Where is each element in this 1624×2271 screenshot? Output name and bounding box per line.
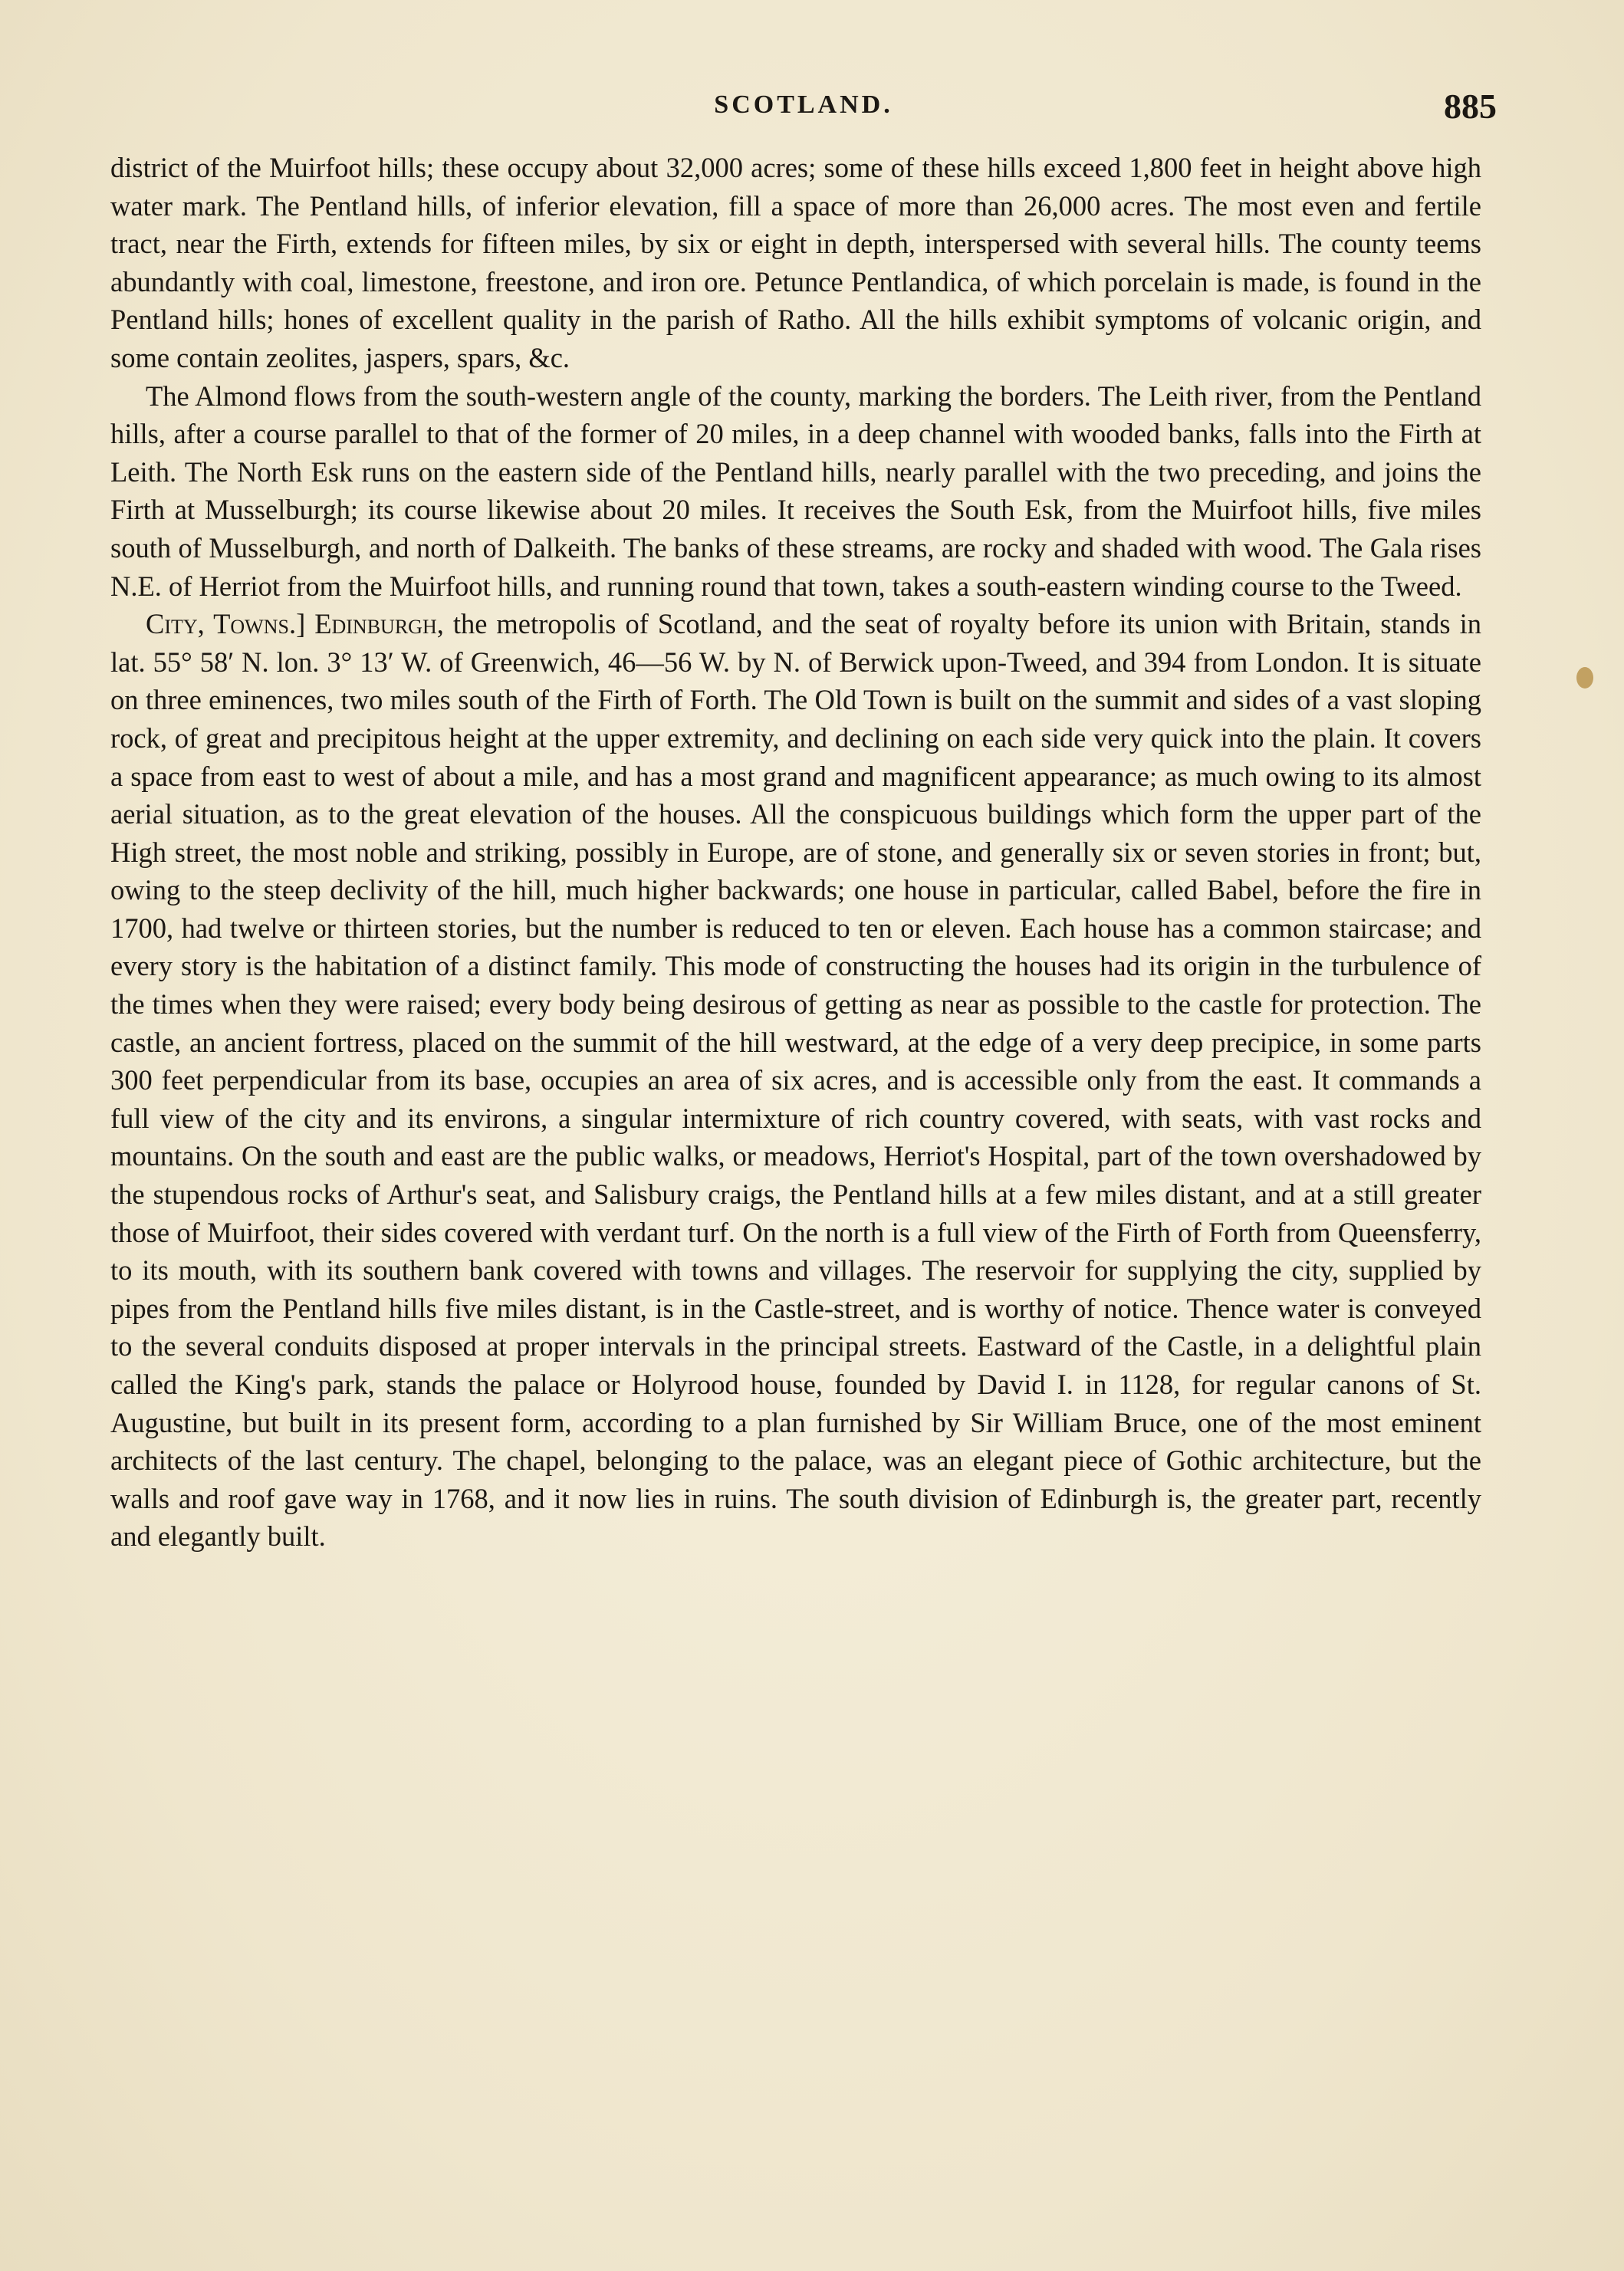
- paragraph-muirfoot-hills: [110, 149, 1481, 377]
- ink-blot: [1576, 667, 1593, 689]
- page-header: [110, 86, 1497, 132]
- section-lead: City, Towns.]: [146, 608, 306, 640]
- page-number: 885: [1444, 87, 1497, 126]
- body-text: [110, 149, 1481, 1556]
- paragraph-text: the metropolis of Scotland, and the seat of royalty before its union with Britain, stands in lat. 55° 58′ N. lon. 3° 13′ W. of Greenwich, 46—56 W. by N. of Berwick upon-Tweed, and 394 from London. It is situate on three eminences, two miles south of the Firth of Forth. The Old Town is built on the summit and sides of a vast sloping rock, of great and precipitous height at the upper extremity, and declining on each side very quick into the plain. It covers a space from east to west of about a mile, and has a most grand and magnificent appearance; as much owing to its almost aerial situation, as to the great elevation of the houses. All the conspicuous buildings which form the upper part of the High street, the most noble and striking, possibly in Europe, are of stone, and generally six or seven stories in front; but, owing to the steep declivity of the hill, much higher backwards; one house in particular, called Babel, before the fire in 1700, had twelve or thirteen stories, but the number is reduced to ten or eleven. Each house has a common staircase; and every story is the habitation of a distinct family. This mode of constructing the houses had its origin in the turbulence of the times when they were raised; every body being desirous of getting as near as possible to the castle for protection. The castle, an ancient fortress, placed on the summit of the hill westward, at the edge of a very deep precipice, in some parts 300 feet perpendicular from its base, occupies an area of six acres, and is accessible only from the east. It commands a full view of the city and its environs, a singular intermixture of rich country covered, with seats, with vast rocks and mountains. On the south and east are the public walks, or meadows, Herriot's Hospital, part of the town overshadowed by the stupendous rocks of Arthur's seat, and Salisbury craigs, the Pentland hills at a few miles distant, and at a still greater those of Muirfoot, their sides covered with verdant turf. On the north is a full view of the Firth of Forth from Queensferry, to its mouth, with its southern bank covered with towns and villages. The reservoir for supplying the city, supplied by pipes from the Pentland hills five miles distant, is in the Castle-street, and is worthy of notice. Thence water is conveyed to the several conduits disposed at proper intervals in the principal streets. Eastward of the Castle, in a delightful plain called the King's park, stands the palace or Holyrood house, founded by David I. in 1128, for regular canons of St. Augustine, but built in its present form, according to a plan furnished by Sir William Bruce, one of the most eminent architects of the last century. The chapel, belonging to the palace, was an elegant piece of Gothic architecture, but the walls and roof gave way in 1768, and it now lies in ruins. The south division of Edinburgh is, the greater part, recently and elegantly built.: [110, 608, 1481, 1553]
- paragraph-rivers: [110, 377, 1481, 606]
- section-subject: Edinburgh,: [314, 608, 444, 640]
- paragraph-text: The Almond flows from the south-western angle of the county, marking the borders. The Leith river, from the Pentland hills, after a course parallel to that of the former of 20 miles, in a deep channel with wooded banks, falls into the Firth at Leith. The North Esk runs on the eastern side of the Pentland hills, nearly parallel with the two preceding, and joins the Firth at Musselburgh; its course likewise about 20 miles. It receives the South Esk, from the Muirfoot hills, five miles south of Musselburgh, and north of Dalkeith. The banks of these streams, are rocky and shaded with wood. The Gala rises N.E. of Herriot from the Muirfoot hills, and running round that town, takes a south-eastern winding course to the Tweed.: [110, 380, 1481, 602]
- running-head: SCOTLAND.: [714, 90, 893, 119]
- paragraph-edinburgh: [110, 605, 1481, 1556]
- paragraph-text: district of the Muirfoot hills; these occupy about 32,000 acres; some of these hills exceed 1,800 feet in height above high water mark. The Pentland hills, of inferior elevation, fill a space of more than 26,000 acres. The most even and fertile tract, near the Firth, extends for fifteen miles, by six or eight in depth, interspersed with several hills. The county teems abundantly with coal, limestone, freestone, and iron ore. Petunce Pentlandica, of which porcelain is made, is found in the Pentland hills; hones of excellent quality in the parish of Ratho. All the hills exhibit symptoms of volcanic origin, and some contain zeolites, jaspers, spars, &c.: [110, 152, 1481, 373]
